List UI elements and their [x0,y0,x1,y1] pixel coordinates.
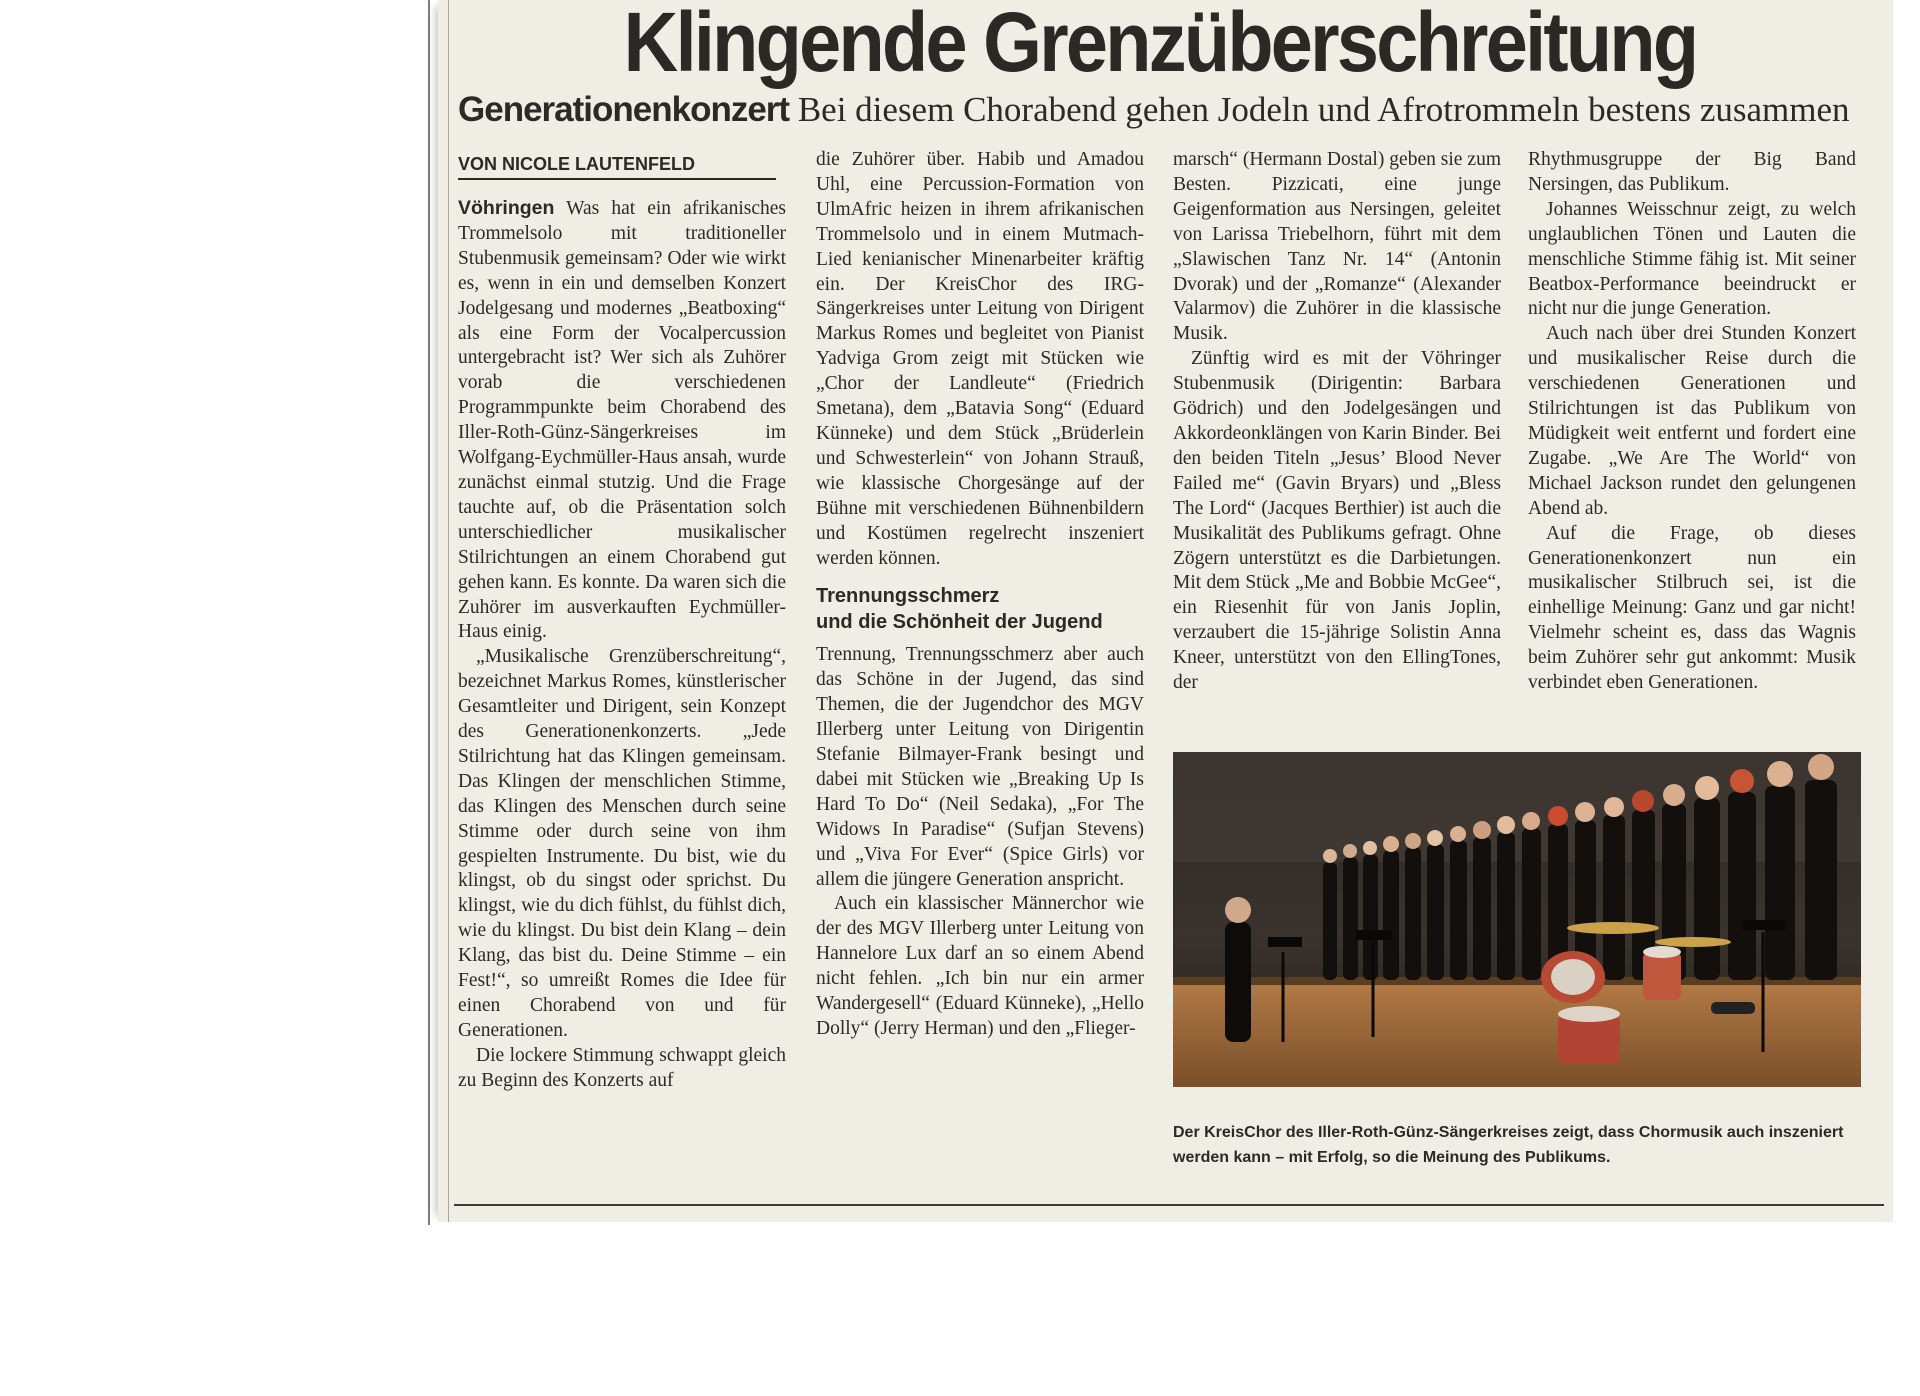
text-column-1 [458,196,786,1094]
paragraph [458,196,786,645]
text-column-2 [816,148,1144,1042]
photo-caption: Der KreisChor des Iller-Roth-Günz-Sängerkreises zeigt, dass Chormusik auch inszeniert werden kann – mit Erfolg, so die Meinung des Publikums. [1173,1124,1844,1166]
article-kicker: Generationenkonzert [458,90,790,129]
paragraph-text: Was hat ein afrikanisches Trommelsolo mit traditioneller Stubenmusik gemeinsam? Oder wie wirkt es, wenn in ein und demselben Konzert Jodelgesang und modernes „Beatboxing“ als eine Form der Vocalpercussion untergebracht ist? Wer sich als Zuhörer vorab die verschiedenen Programmpunkte beim Chorabend des Iller-Roth-Günz-Sängerkreises im Wolfgang-Eychmüller-Haus ansah, wurde zunächst einmal stutzig. Und die Frage tauchte auf, ob die Präsentation solch unterschiedlicher musikalischer Stilrichtungen an einem Chorabend gut gehen kann. Es konnte. Da waren sich die Zuhörer im ausverkauften Eychmüller-Haus einig. [458,198,786,643]
paragraph: Rhythmusgruppe der Big Band Nersingen, das Publikum. [1528,149,1856,195]
paragraph: „Musikalische Grenzüberschreitung“, bezeichnet Markus Romes, künstlerischer Gesamtleiter und Dirigent, sein Konzept des Generationenkonzerts. „Jede Stilrichtung hat das Klingen gemeinsam. Das Klingen der menschlichen Stimme, das Klingen des Menschen durch seine Stimme oder durch seine von ihm gespielten Instrumente. Du bist, wie du klingst, ob du singst oder sprichst. Du klingst, wie du dich fühlst, du fühlst dich, wie du klingst. Du bist dein Klang – dein Klang, das bist du. Deine Stimme – ein Fest!“, so umreißt Romes die Idee für einen Chorabend von und für Generationen. [458,646,786,1041]
paragraph: Auch ein klassischer Männerchor wie der des MGV Illerberg unter Leitung von Hannelore Lux darf an so einem Abend nicht fehlen. „Ich bin nur ein armer Wandergesell“ (Eduard Künneke), „Hello Dolly“ (Jerry Herman) und den „Flieger- [816,893,1144,1039]
section-subheading [816,583,1144,635]
paragraph: Auf die Frage, ob dieses Generationenkonzert nun ein musikalischer Stilbruch sei, ist die einhellige Meinung: Ganz und gar nicht! Vielmehr scheint es, dass das Wagnis beim Zuhörer sehr gut ankommt: Musik verbindet eben Generationen. [1528,522,1856,694]
choir-photo-illustration [1173,752,1861,1087]
conductor-figure [1225,897,1251,1042]
subheading-line: und die Schönheit der Jugend [816,611,1103,634]
choir-concert-photo [1173,752,1861,1087]
article-bottom-rule [454,1204,1884,1206]
subheading-line: Trennungsschmerz [816,585,1000,608]
article-dek: Bei diesem Chorabend gehen Jodeln und Afrotrommeln bestens zusammen [797,90,1850,129]
paragraph: Die lockere Stimmung schwappt gleich zu Beginn des Konzerts auf [458,1044,786,1091]
paragraph: marsch“ (Hermann Dostal) geben sie zum Besten. Pizzicati, eine junge Geigenformation aus Nersingen, geleitet von Larissa Triebelhorn, führt mit dem „Slawischen Tanz Nr. 14“ (Antonin Dvorak) und der „Romanze“ (Alexander Valarmov) die Zuhörer in die klassische Musik. [1173,149,1501,345]
article-headline: Klingende Grenzüberschreitung [623,0,1697,89]
clipping-inner-edge [448,0,449,1222]
text-column-3 [1173,148,1501,696]
article-subline [458,90,1858,136]
paragraph: Johannes Weisschnur zeigt, zu welch unglaublichen Tönen und Lauten die menschliche Stimme fähig ist. Mit seiner Beatbox-Performance beeindruckt er nicht nur die junge Generation. [1528,198,1856,320]
paragraph: die Zuhörer über. Habib und Amadou Uhl, eine Percussion-Formation von UlmAfric heizen in ihrem afrikanischen Trommelsolo und in einem Mutmach-Lied kenianischer Minenarbeiter kräftig ein. Der KreisChor des IRG-Sängerkreises unter Leitung von Dirigent Markus Romes und begleitet von Pianist Yadviga Grom zeigt mit Stücken wie „Chor der Landleute“ (Friedrich Smetana), dem „Batavia Song“ (Eduard Künneke) und dem Stück „Brüderlein und Schwesterlein“ von Johann Strauß, wie klassische Chorgesänge auf der Bühne mit verschiedenen Bühnenbildern und Kostümen regelrecht inszeniert werden können. [816,149,1144,569]
text-column-4 [1528,148,1856,696]
paragraph: Zünftig wird es mit der Vöhringer Stubenmusik (Dirigentin: Barbara Gödrich) und den Jodelgesängen und Akkordeonklängen von Karin Binder. Bei den beiden Titeln „Jesus’ Blood Never Failed me“ (Gavin Bryars) und „Bless The Lord“ (Jacques Berthier) ist auch die Musikalität des Publikums gefragt. Ohne Zögern unterstützt es die Darbietungen. Mit dem Stück „Me and Bobbie McGee“, ein Riesenhit für von Janis Joplin, verzaubert die 15-jährige Solistin Anna Kneer, unterstützt von den EllingTones, der [1173,348,1501,694]
dateline: Vöhringen [458,197,555,219]
article-byline: VON NICOLE LAUTENFELD [458,154,776,180]
paragraph: Auch nach über drei Stunden Konzert und musikalischer Reise durch die verschiedenen Generationen und Stilrichtungen ist das Publikum von Müdigkeit weit entfernt und fordert eine Zugabe. „We Are The World“ von Michael Jackson rundet den gelungenen Abend ab. [1528,323,1856,519]
clipping-left-edge [428,0,430,1225]
paragraph: Trennung, Trennungsschmerz aber auch das Schöne in der Jugend, das sind Themen, die der Jugendchor des MGV Illerberg unter Leitung von Dirigentin Stefanie Bilmayer-Frank besingt und dabei mit Stücken wie „Breaking Up Is Hard To Do“ (Neil Sedaka), „For The Widows In Paradise“ (Sufjan Stevens) und „Viva For Ever“ (Spice Girls) vor allem die jüngere Generation anspricht. [816,644,1144,890]
